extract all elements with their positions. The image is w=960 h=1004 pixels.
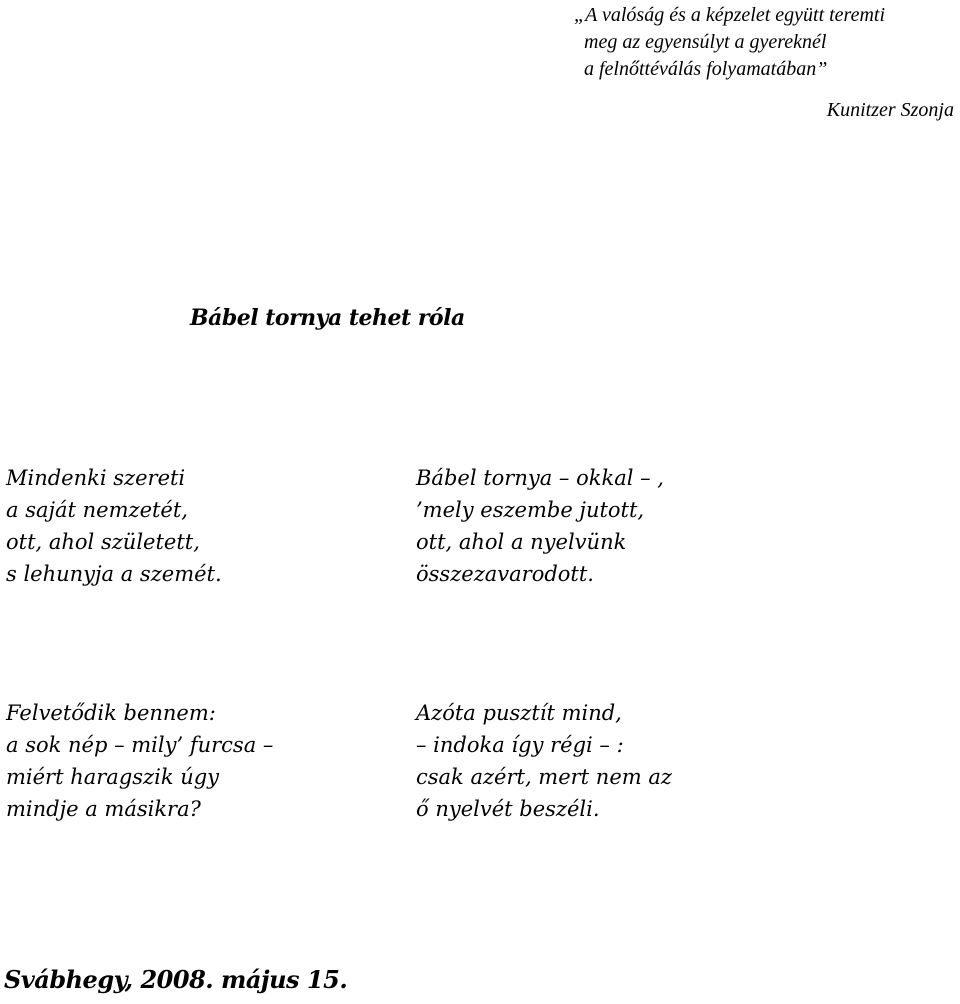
poem-title: Bábel tornya tehet róla [190, 305, 465, 331]
verse-line: Felvetődik bennem: [6, 701, 216, 725]
motto-line: a felnőttéválás folyamatában” [584, 58, 828, 80]
motto-line: „A valóság és a képzelet együtt teremti [574, 4, 886, 26]
verse-line: összezavarodott. [416, 562, 594, 586]
verse-line: Mindenki szereti [6, 466, 186, 490]
verse-line: ’mely eszembe jutott, [416, 498, 645, 522]
verse-line: Bábel tornya – okkal – , [416, 466, 664, 490]
motto-author: Kunitzer Szonja [826, 99, 954, 121]
motto-quote [574, 2, 954, 124]
stanza-3 [6, 697, 273, 825]
motto-line: meg az egyensúlyt a gyereknél [584, 31, 827, 53]
stanza-2 [416, 462, 664, 590]
verse-line: Azóta pusztít mind, [416, 701, 622, 725]
signature-place-date: Svábhegy, 2008. május 15. [4, 965, 348, 994]
verse-line: a sok nép – mily’ furcsa – [6, 733, 274, 757]
verse-line: – indoka így régi – : [416, 733, 624, 757]
verse-line: ő nyelvét beszéli. [416, 797, 600, 821]
verse-line: s lehunyja a szemét. [6, 562, 222, 586]
verse-line: ott, ahol született, [6, 530, 200, 554]
verse-line: ott, ahol a nyelvünk [416, 530, 627, 554]
stanza-1 [6, 462, 222, 590]
verse-line: miért haragszik úgy [6, 765, 220, 789]
stanza-4 [416, 697, 672, 825]
verse-line: csak azért, mert nem az [416, 765, 672, 789]
verse-line: a saját nemzetét, [6, 498, 188, 522]
verse-line: mindje a másikra? [6, 797, 201, 821]
